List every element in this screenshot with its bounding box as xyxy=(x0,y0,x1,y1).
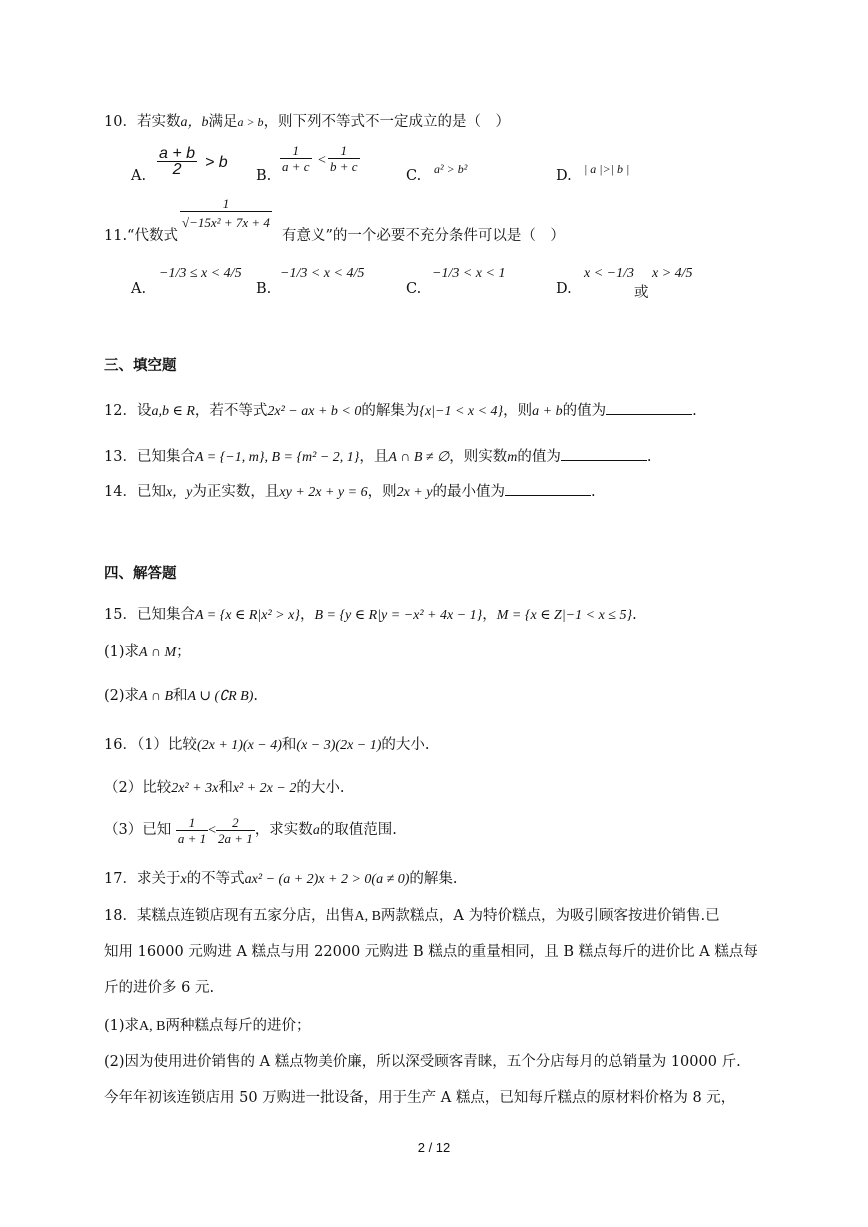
q13-cond: A ∩ B ≠ ∅ xyxy=(388,450,450,465)
q11-den: √−15x² + 7x + 4 xyxy=(180,211,272,230)
q11-option-b-expr: −1/3 < x < 4/5 xyxy=(280,266,365,281)
q10-option-d-expr: | a |>| b | xyxy=(584,162,630,176)
q10-option-a-num: a + b xyxy=(159,145,196,162)
q10-stem-post: ，则下列不等式不一定成立的是（ ） xyxy=(263,114,511,130)
q16-p3-pre: （3）已知 xyxy=(104,822,172,838)
q17-mid: 的不等式 xyxy=(186,871,245,887)
q17-line xyxy=(104,869,458,890)
q11-num: 1 xyxy=(222,196,230,211)
q11-option-a-label: A. xyxy=(131,281,147,297)
q10-cond: a > b xyxy=(237,115,264,129)
q12-pre: 12．设 xyxy=(104,403,152,419)
q15-p2-expr1: A ∩ B xyxy=(139,689,174,704)
q16-p3-frac1 xyxy=(176,815,208,846)
page-number: 2 / 12 xyxy=(417,1140,451,1155)
q16-p1-expr2: (x − 3)(2x − 1) xyxy=(296,738,382,753)
q10-vars: a，b xyxy=(180,115,209,130)
q16-p3-mid: ，求实数 xyxy=(254,822,313,838)
q10-stem xyxy=(104,112,510,133)
q14-answer-blank xyxy=(505,481,591,496)
q15-p1-end: ； xyxy=(176,644,191,660)
q15-end: . xyxy=(632,607,637,623)
q15-line xyxy=(104,605,637,626)
q12-expr: a + b xyxy=(532,404,563,419)
q15-set-a: A = {x ∈ R|x² > x} xyxy=(194,608,300,623)
q10-option-b-label: B. xyxy=(256,168,272,184)
q16-p2-mid: 和 xyxy=(218,780,233,796)
q10-option-a-label: A. xyxy=(131,168,147,184)
q11-option-d-label: D. xyxy=(556,281,572,297)
q11-option-a-expr: −1/3 ≤ x < 4/5 xyxy=(159,266,242,281)
q12-set: a,b ∈ R xyxy=(151,404,195,419)
q15-p2-end: . xyxy=(253,688,258,704)
q12-line xyxy=(104,400,697,422)
q14-mid1: 为正实数，且 xyxy=(192,484,280,500)
q18-line3: 斤的进价多 6 元. xyxy=(104,980,215,996)
q11-option-c-expr: −1/3 < x < 1 xyxy=(432,266,506,281)
q15-part1 xyxy=(104,642,191,663)
q15-sep1: ， xyxy=(299,607,315,623)
q16-p3-op: < xyxy=(208,823,217,838)
q10-option-b-num2: 1 xyxy=(340,143,348,158)
q16-part1 xyxy=(104,735,430,756)
q11-stem-pre: 11.“代数式 xyxy=(104,228,178,244)
q11-option-b-label: B. xyxy=(256,281,272,297)
q11-option-d-or: 或 xyxy=(634,285,649,301)
q14-line xyxy=(104,481,596,503)
q10-stem-pre: 10．若实数 xyxy=(104,114,181,130)
q13-line xyxy=(104,446,651,468)
q15-p2-pre: (2)求 xyxy=(104,688,140,704)
q13-sets: A = {−1, m}, B = {m² − 2, 1} xyxy=(194,450,360,465)
q16-p3-n1: 1 xyxy=(188,814,196,830)
q10-option-b-frac1 xyxy=(280,143,312,174)
q10-stem-mid: 满足 xyxy=(208,114,238,130)
q11-stem xyxy=(104,226,565,246)
q11-option-d-expr1: x < −1/3 xyxy=(584,266,634,281)
q12-mid3: ，则 xyxy=(503,403,533,419)
q10-option-b-den1: a + c xyxy=(282,159,310,174)
q10-option-b-frac2 xyxy=(328,143,360,174)
q16-p3-var: a xyxy=(312,823,320,838)
q13-pre: 13．已知集合 xyxy=(104,449,195,465)
q13-end: . xyxy=(646,449,652,465)
q11-stem-post: 有意义”的一个必要不充分条件可以是（ ） xyxy=(281,228,565,244)
q17-ineq: ax² − (a + 2)x + 2 > 0(a ≠ 0) xyxy=(244,872,410,887)
q18-part2-line1: (2)因为使用进价销售的 A 糕点物美价廉，所以深受顾客青睐，五个分店每月的总销量为 10000 斤. xyxy=(104,1054,741,1070)
q16-p1-mid: 和 xyxy=(281,737,297,753)
q10-option-b-op: < xyxy=(318,153,326,168)
q16-p3-d2: 2a + 1 xyxy=(218,830,253,846)
q10-option-a-rest: > b xyxy=(205,154,228,171)
q14-end: . xyxy=(590,484,596,500)
q18-line1 xyxy=(104,906,720,927)
q13-post: 的值为 xyxy=(517,449,561,465)
q18-p1-post: 两种糕点每斤的进价； xyxy=(165,1018,311,1034)
q13-answer-blank xyxy=(561,446,647,461)
q11-fraction xyxy=(180,196,272,230)
q14-mid2: ，则 xyxy=(367,484,397,500)
q16-p3-end: 的取值范围. xyxy=(319,822,397,838)
q18-p1-ab: A, B xyxy=(139,1019,166,1034)
q16-p1-pre: 16．（1）比较 xyxy=(104,737,197,753)
q11-option-d-expr2: x > 4/5 xyxy=(652,266,693,281)
q10-option-b-num1: 1 xyxy=(292,143,300,158)
q18-line1-ab: A, B xyxy=(354,909,381,924)
q18-line1-post: 两款糕点，A 为特价糕点，为吸引顾客按进价销售.已 xyxy=(380,908,720,924)
q16-part2 xyxy=(104,778,344,799)
q18-part2-line2: 今年年初该连锁店用 50 万购进一批设备，用于生产 A 糕点，已知每斤糕点的原材料价格为 8 元， xyxy=(104,1090,736,1106)
q12-mid1: ，若不等式 xyxy=(194,403,268,419)
q13-var: m xyxy=(507,450,518,465)
q14-expr: 2x + y xyxy=(396,485,433,500)
q15-part2 xyxy=(104,686,258,707)
q12-ineq: 2x² − ax + b < 0 xyxy=(267,404,362,419)
q16-p3-frac2 xyxy=(216,815,255,846)
q12-answer-blank xyxy=(606,400,692,415)
q13-mid2: ，则实数 xyxy=(449,449,508,465)
q16-p2-expr1: 2x² + 3x xyxy=(171,781,219,796)
q17-end: 的解集. xyxy=(409,871,458,887)
q12-sol: {x|−1 < x < 4} xyxy=(419,404,504,419)
q10-option-b-den2: b + c xyxy=(330,159,358,174)
q16-p3-d1: a + 1 xyxy=(177,830,207,846)
q10-option-c-expr: a² > b² xyxy=(434,162,468,176)
q16-p1-expr1: (2x + 1)(x − 4) xyxy=(196,738,282,753)
section-fill-in-title: 三、填空题 xyxy=(104,357,177,374)
q12-mid2: 的解集为 xyxy=(361,403,420,419)
q14-eq: xy + 2x + y = 6 xyxy=(279,485,368,500)
q16-p2-expr2: x² + 2x − 2 xyxy=(232,781,297,796)
q14-vars: x，y xyxy=(165,485,193,500)
q15-sep2: ， xyxy=(482,607,497,623)
q14-pre: 14．已知 xyxy=(104,484,166,500)
section-solve-title: 四、解答题 xyxy=(104,565,177,582)
q11-option-c-label: C. xyxy=(406,281,422,297)
q10-option-a-den: 2 xyxy=(157,161,197,177)
q15-set-b: B = {y ∈ R|y = −x² + 4x − 1} xyxy=(314,608,483,623)
q18-part1 xyxy=(104,1016,311,1037)
q10-option-a-frac xyxy=(157,146,197,177)
q18-line2: 知用 16000 元购进 A 糕点与用 22000 元购进 B 糕点的重量相同，且 B 糕点每斤的进价比 A 糕点每 xyxy=(104,944,758,960)
q14-post: 的最小值为 xyxy=(432,484,505,500)
q17-var: x xyxy=(180,872,187,887)
q15-p2-mid: 和 xyxy=(173,688,188,704)
q16-p1-end: 的大小. xyxy=(381,737,430,753)
q10-option-d-label: D. xyxy=(556,168,572,184)
q16-part3 xyxy=(104,813,397,848)
q18-line1-pre: 18．某糕点连锁店现有五家分店，出售 xyxy=(104,908,355,924)
q16-p3-n2: 2 xyxy=(232,814,239,830)
q16-p2-pre: （2）比较 xyxy=(104,780,172,796)
q15-set-m: M = {x ∈ Z|−1 < x ≤ 5} xyxy=(496,608,633,623)
q15-pre: 15．已知集合 xyxy=(104,607,195,623)
q10-option-c-label: C. xyxy=(406,168,422,184)
q17-pre: 17．求关于 xyxy=(104,871,181,887)
q12-post: 的值为 xyxy=(562,403,607,419)
q15-p1-expr: A ∩ M xyxy=(139,645,177,660)
q16-p2-end: 的大小. xyxy=(296,780,345,796)
q13-mid1: ，且 xyxy=(359,449,389,465)
q15-p2-expr2: A ∪ (∁R B) xyxy=(187,689,254,704)
q18-p1-pre: (1)求 xyxy=(104,1018,140,1034)
q12-end: . xyxy=(692,403,697,419)
q15-p1-pre: (1)求 xyxy=(104,644,140,660)
